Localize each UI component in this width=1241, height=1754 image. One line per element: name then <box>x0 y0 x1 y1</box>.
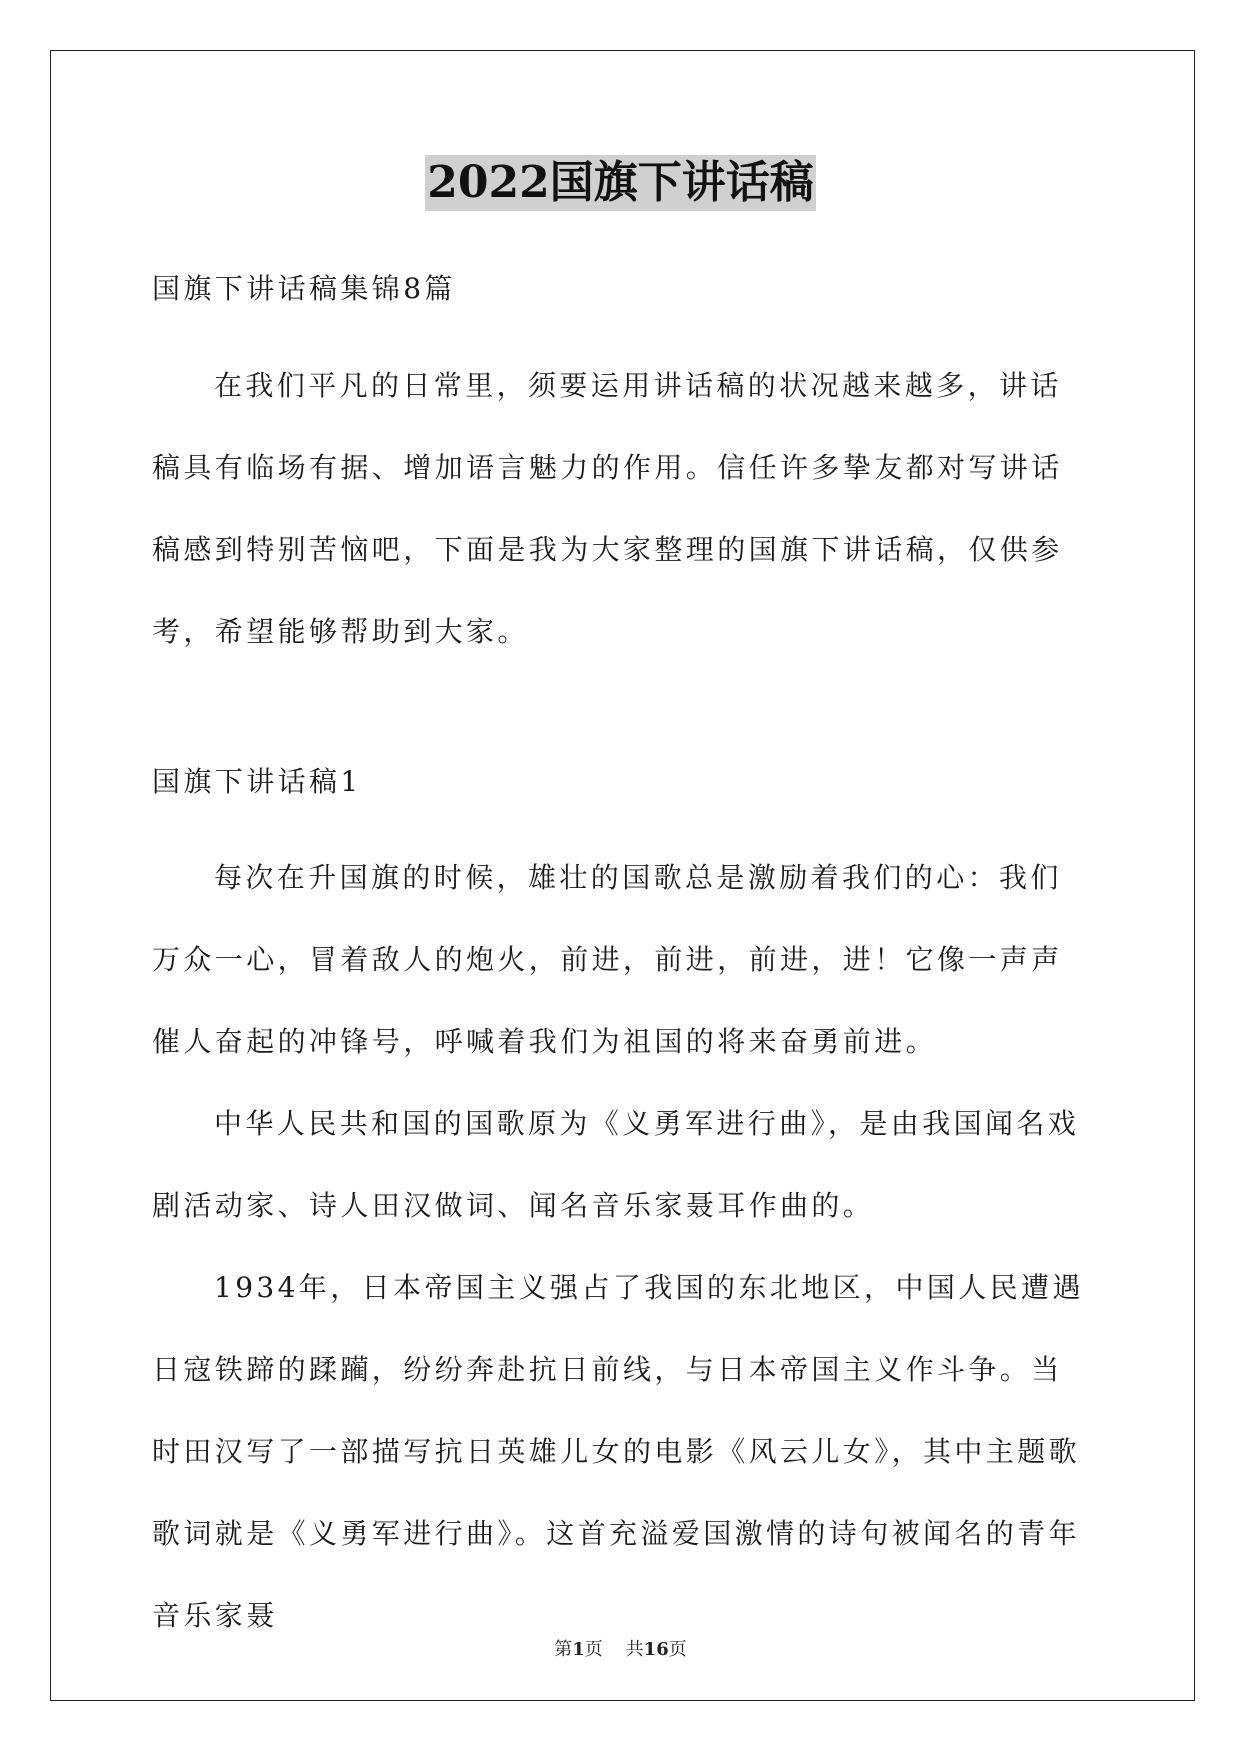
footer-total-pages: 16 <box>643 1639 669 1660</box>
document-title: 2022国旗下讲话稿 <box>425 155 815 211</box>
section-paragraph-3: 1934年，日本帝国主义强占了我国的东北地区，中国人民遭遇日寇铁蹄的蹂躏，纷纷奔赴抗日前线，与日本帝国主义作斗争。当时田汉写了一部描写抗日英雄儿女的电影《风云儿女》，其中主题歌歌词就是《义勇军进行曲》。这首充溢爱国激情的诗句被闻名的青年音乐家聂 <box>152 1271 1084 1632</box>
footer-page-suffix: 页 <box>584 1639 603 1660</box>
footer-total-prefix: 共 <box>625 1639 644 1660</box>
section-paragraph-1: 每次在升国旗的时候，雄壮的国歌总是激励着我们的心：我们万众一心，冒着敌人的炮火，前进，前进，前进，进！它像一声声催人奋起的冲锋号，呼喊着我们为祖国的将来奋勇前进。 <box>152 861 1063 1058</box>
footer-total-suffix: 页 <box>668 1639 687 1660</box>
intro-paragraph: 在我们平凡的日常里，须要运用讲话稿的状况越来越多，讲话稿具有临场有据、增加语言魅力的作用。信任许多挚友都对写讲话稿感到特别苦恼吧，下面是我为大家整理的国旗下讲话稿，仅供参考，希望能够帮助到大家。 <box>152 369 1063 648</box>
section-paragraph-2: 中华人民共和国的国歌原为《义勇军进行曲》，是由我国闻名戏剧活动家、诗人田汉做词、闻名音乐家聂耳作曲的。 <box>152 1107 1080 1222</box>
footer-page-prefix: 第 <box>554 1639 573 1660</box>
page-footer <box>0 1635 1241 1661</box>
document-subtitle: 国旗下讲话稿集锦8篇 <box>152 272 456 305</box>
document-title-wrapper <box>0 155 1241 211</box>
section-heading: 国旗下讲话稿1 <box>152 765 362 798</box>
footer-page-number: 1 <box>572 1639 585 1660</box>
